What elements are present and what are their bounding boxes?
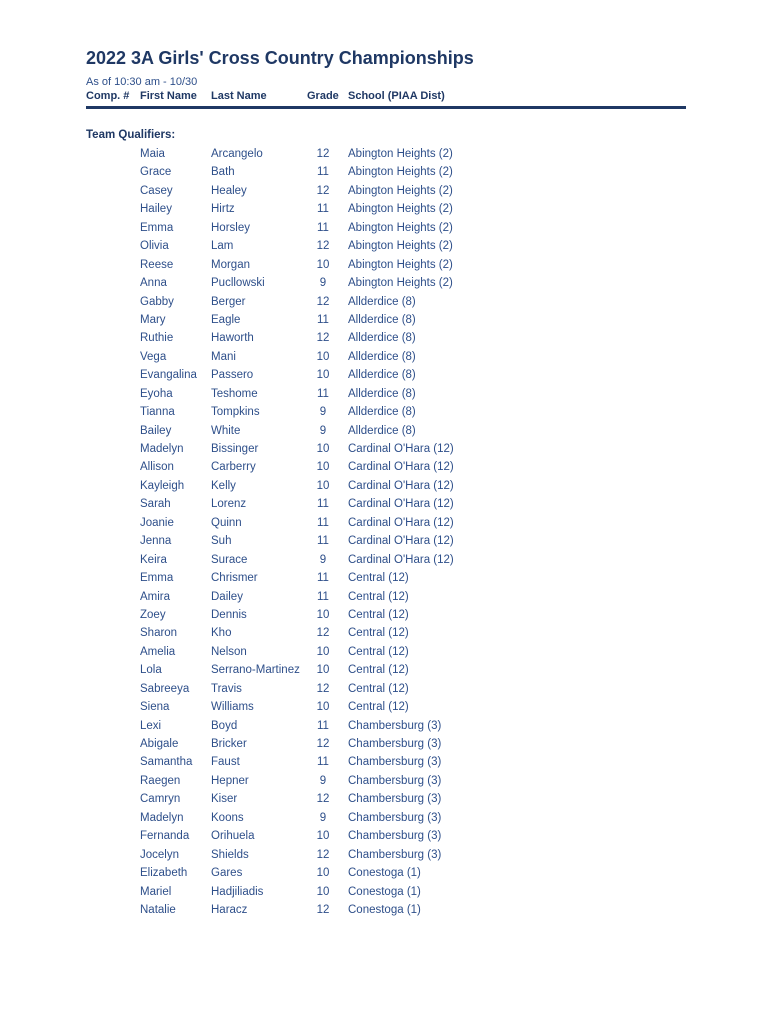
- grade-cell: 9: [319, 277, 327, 290]
- grade-cell: 11: [317, 166, 329, 179]
- school-cell: Cardinal O'Hara (12): [348, 553, 454, 566]
- first-name-cell: Evangalina: [140, 369, 197, 382]
- first-name-cell: Ruthie: [140, 332, 174, 345]
- first-name-cell: Sharon: [140, 627, 178, 640]
- grade-cell: 9: [319, 406, 327, 419]
- table-row: [0, 349, 768, 367]
- table-row: [0, 183, 768, 201]
- table-row: [0, 294, 768, 312]
- school-cell: Allderdice (8): [348, 369, 416, 382]
- first-name-cell: Camryn: [140, 793, 181, 806]
- first-name-cell: Raegen: [140, 774, 181, 787]
- first-name-cell: Samantha: [140, 756, 193, 769]
- table-row: [0, 884, 768, 902]
- grade-cell: 11: [317, 221, 329, 234]
- last-name-cell: Morgan: [211, 258, 250, 271]
- first-name-cell: Casey: [140, 184, 173, 197]
- last-name-cell: Chrismer: [211, 572, 258, 585]
- page-title: 2022 3A Girls' Cross Country Championships: [86, 48, 474, 68]
- last-name-cell: Horsley: [211, 221, 250, 234]
- grade-cell: 11: [317, 535, 329, 548]
- header-divider: [86, 106, 686, 109]
- table-row: [0, 330, 768, 348]
- first-name-cell: Grace: [140, 166, 172, 179]
- first-name-cell: Fernanda: [140, 830, 190, 843]
- school-cell: Chambersburg (3): [348, 756, 442, 769]
- table-row: [0, 791, 768, 809]
- table-row: [0, 404, 768, 422]
- first-name-cell: Siena: [140, 701, 170, 714]
- grade-cell: 11: [317, 516, 329, 529]
- last-name-cell: Hirtz: [211, 203, 235, 216]
- table-row: [0, 644, 768, 662]
- column-header-last-name: Last Name: [211, 90, 267, 102]
- last-name-cell: Hadjiliadis: [211, 885, 264, 898]
- school-cell: Abington Heights (2): [348, 166, 453, 179]
- last-name-cell: Kelly: [211, 479, 236, 492]
- last-name-cell: Lam: [211, 240, 234, 253]
- last-name-cell: Surace: [211, 553, 248, 566]
- first-name-cell: Jocelyn: [140, 848, 179, 861]
- school-cell: Abington Heights (2): [348, 184, 453, 197]
- first-name-cell: Hailey: [140, 203, 172, 216]
- last-name-cell: Dennis: [211, 608, 247, 621]
- school-cell: Conestoga (1): [348, 867, 421, 880]
- grade-cell: 10: [316, 830, 330, 843]
- table-row: [0, 478, 768, 496]
- school-cell: Cardinal O'Hara (12): [348, 535, 454, 548]
- grade-cell: 11: [317, 572, 329, 585]
- last-name-cell: Suh: [211, 535, 232, 548]
- as-of-timestamp: As of 10:30 am - 10/30: [86, 76, 198, 88]
- column-header-grade: Grade: [307, 90, 339, 102]
- table-row: [0, 367, 768, 385]
- school-cell: Central (12): [348, 627, 409, 640]
- first-name-cell: Bailey: [140, 424, 172, 437]
- school-cell: Abington Heights (2): [348, 258, 453, 271]
- grade-cell: 10: [316, 350, 330, 363]
- last-name-cell: Nelson: [211, 645, 247, 658]
- school-cell: Allderdice (8): [348, 406, 416, 419]
- column-header-first-name: First Name: [140, 90, 197, 102]
- first-name-cell: Vega: [140, 350, 167, 363]
- school-cell: Chambersburg (3): [348, 848, 442, 861]
- grade-cell: 12: [316, 903, 330, 916]
- table-row: [0, 459, 768, 477]
- first-name-cell: Amira: [140, 590, 171, 603]
- table-row: [0, 164, 768, 182]
- first-name-cell: Maia: [140, 148, 165, 160]
- table-row: [0, 496, 768, 514]
- grade-cell: 12: [316, 240, 330, 253]
- table-row: [0, 441, 768, 459]
- school-cell: Chambersburg (3): [348, 793, 442, 806]
- grade-cell: 10: [316, 369, 330, 382]
- first-name-cell: Madelyn: [140, 443, 184, 455]
- first-name-cell: Keira: [140, 553, 167, 566]
- school-cell: Abington Heights (2): [348, 240, 453, 253]
- grade-cell: 11: [317, 756, 329, 769]
- grade-cell: 10: [316, 258, 330, 271]
- first-name-cell: Lola: [140, 664, 162, 677]
- school-cell: Conestoga (1): [348, 903, 421, 916]
- last-name-cell: Orihuela: [211, 830, 255, 843]
- last-name-cell: Boyd: [211, 719, 238, 732]
- last-name-cell: Healey: [211, 184, 247, 197]
- grade-cell: 10: [316, 867, 330, 880]
- first-name-cell: Gabby: [140, 295, 174, 308]
- first-name-cell: Zoey: [140, 608, 166, 621]
- table-row: [0, 386, 768, 404]
- last-name-cell: Kiser: [211, 793, 238, 806]
- last-name-cell: Mani: [211, 350, 236, 363]
- table-row: [0, 810, 768, 828]
- grade-cell: 12: [316, 848, 330, 861]
- grade-cell: 11: [317, 203, 329, 216]
- school-cell: Central (12): [348, 590, 409, 603]
- school-cell: Abington Heights (2): [348, 148, 453, 160]
- table-row: [0, 847, 768, 865]
- last-name-cell: Bricker: [211, 738, 247, 750]
- column-header-school: School (PIAA Dist): [348, 90, 445, 102]
- school-cell: Central (12): [348, 645, 409, 658]
- grade-cell: 11: [317, 719, 329, 732]
- qualifier-list: [0, 146, 768, 920]
- last-name-cell: Lorenz: [211, 498, 247, 511]
- last-name-cell: White: [211, 424, 241, 437]
- table-row: [0, 515, 768, 533]
- school-cell: Central (12): [348, 572, 409, 585]
- table-row: [0, 625, 768, 643]
- last-name-cell: Tompkins: [211, 406, 260, 419]
- grade-cell: 10: [316, 664, 330, 677]
- last-name-cell: Koons: [211, 811, 244, 824]
- grade-cell: 12: [316, 148, 330, 160]
- first-name-cell: Emma: [140, 572, 174, 585]
- grade-cell: 9: [319, 774, 327, 787]
- last-name-cell: Berger: [211, 295, 246, 308]
- last-name-cell: Arcangelo: [211, 148, 263, 160]
- grade-cell: 9: [319, 424, 327, 437]
- table-row: [0, 533, 768, 551]
- last-name-cell: Pucllowski: [211, 277, 265, 290]
- last-name-cell: Teshome: [211, 387, 258, 400]
- grade-cell: 10: [316, 461, 330, 474]
- school-cell: Allderdice (8): [348, 332, 416, 345]
- first-name-cell: Eyoha: [140, 387, 173, 400]
- table-row: [0, 773, 768, 791]
- school-cell: Chambersburg (3): [348, 774, 442, 787]
- grade-cell: 9: [319, 553, 327, 566]
- table-row: [0, 312, 768, 330]
- grade-cell: 12: [316, 295, 330, 308]
- table-row: [0, 828, 768, 846]
- table-row: [0, 570, 768, 588]
- school-cell: Abington Heights (2): [348, 221, 453, 234]
- first-name-cell: Anna: [140, 277, 167, 290]
- first-name-cell: Jenna: [140, 535, 172, 548]
- school-cell: Allderdice (8): [348, 424, 416, 437]
- table-row: [0, 699, 768, 717]
- column-header-comp: Comp. #: [86, 90, 130, 102]
- table-row: [0, 257, 768, 275]
- table-row: [0, 865, 768, 883]
- school-cell: Allderdice (8): [348, 350, 416, 363]
- last-name-cell: Quinn: [211, 516, 242, 529]
- first-name-cell: Allison: [140, 461, 174, 474]
- school-cell: Chambersburg (3): [348, 830, 442, 843]
- school-cell: Central (12): [348, 701, 409, 714]
- first-name-cell: Amelia: [140, 645, 176, 658]
- grade-cell: 12: [316, 682, 330, 695]
- school-cell: Central (12): [348, 608, 409, 621]
- table-row: [0, 201, 768, 219]
- grade-cell: 12: [316, 738, 330, 750]
- table-row: [0, 902, 768, 920]
- table-row: [0, 423, 768, 441]
- last-name-cell: Shields: [211, 848, 249, 861]
- first-name-cell: Madelyn: [140, 811, 184, 824]
- last-name-cell: Kho: [211, 627, 232, 640]
- column-header-row: [86, 90, 686, 106]
- grade-cell: 9: [319, 811, 327, 824]
- section-label-team-qualifiers: Team Qualifiers:: [86, 129, 176, 141]
- table-row: [0, 552, 768, 570]
- last-name-cell: Eagle: [211, 313, 241, 326]
- first-name-cell: Kayleigh: [140, 479, 185, 492]
- grade-cell: 11: [317, 590, 329, 603]
- table-row: [0, 607, 768, 625]
- grade-cell: 10: [316, 479, 330, 492]
- school-cell: Allderdice (8): [348, 295, 416, 308]
- last-name-cell: Faust: [211, 756, 240, 769]
- table-row: [0, 589, 768, 607]
- table-row: [0, 275, 768, 293]
- school-cell: Chambersburg (3): [348, 738, 442, 750]
- first-name-cell: Sabreeya: [140, 682, 190, 695]
- first-name-cell: Olivia: [140, 240, 169, 253]
- school-cell: Central (12): [348, 682, 409, 695]
- last-name-cell: Carberry: [211, 461, 256, 474]
- first-name-cell: Sarah: [140, 498, 171, 511]
- first-name-cell: Natalie: [140, 903, 176, 916]
- school-cell: Cardinal O'Hara (12): [348, 516, 454, 529]
- grade-cell: 11: [317, 498, 329, 511]
- school-cell: Abington Heights (2): [348, 203, 453, 216]
- last-name-cell: Gares: [211, 867, 243, 880]
- school-cell: Chambersburg (3): [348, 811, 442, 824]
- last-name-cell: Dailey: [211, 590, 243, 603]
- school-cell: Conestoga (1): [348, 885, 421, 898]
- grade-cell: 11: [317, 387, 329, 400]
- school-cell: Allderdice (8): [348, 387, 416, 400]
- last-name-cell: Bissinger: [211, 443, 259, 455]
- table-row: [0, 146, 768, 164]
- school-cell: Abington Heights (2): [348, 277, 453, 290]
- grade-cell: 11: [317, 313, 329, 326]
- table-row: [0, 220, 768, 238]
- grade-cell: 10: [316, 701, 330, 714]
- table-row: [0, 238, 768, 256]
- grade-cell: 12: [316, 332, 330, 345]
- first-name-cell: Reese: [140, 258, 174, 271]
- grade-cell: 10: [316, 645, 330, 658]
- grade-cell: 12: [316, 184, 330, 197]
- school-cell: Cardinal O'Hara (12): [348, 498, 454, 511]
- last-name-cell: Serrano-Martinez: [211, 664, 300, 677]
- grade-cell: 12: [316, 793, 330, 806]
- first-name-cell: Mary: [140, 313, 166, 326]
- grade-cell: 10: [316, 443, 330, 455]
- grade-cell: 12: [316, 627, 330, 640]
- school-cell: Cardinal O'Hara (12): [348, 443, 454, 455]
- school-cell: Central (12): [348, 664, 409, 677]
- first-name-cell: Lexi: [140, 719, 162, 732]
- first-name-cell: Mariel: [140, 885, 172, 898]
- first-name-cell: Tianna: [140, 406, 175, 419]
- last-name-cell: Williams: [211, 701, 254, 714]
- first-name-cell: Elizabeth: [140, 867, 188, 880]
- table-row: [0, 736, 768, 754]
- grade-cell: 10: [316, 885, 330, 898]
- last-name-cell: Haworth: [211, 332, 254, 345]
- school-cell: Cardinal O'Hara (12): [348, 479, 454, 492]
- last-name-cell: Haracz: [211, 903, 248, 916]
- table-row: [0, 718, 768, 736]
- last-name-cell: Travis: [211, 682, 242, 695]
- last-name-cell: Passero: [211, 369, 254, 382]
- table-row: [0, 662, 768, 680]
- school-cell: Allderdice (8): [348, 313, 416, 326]
- grade-cell: 10: [316, 608, 330, 621]
- school-cell: Cardinal O'Hara (12): [348, 461, 454, 474]
- table-row: [0, 754, 768, 772]
- last-name-cell: Bath: [211, 166, 235, 179]
- school-cell: Chambersburg (3): [348, 719, 442, 732]
- first-name-cell: Abigale: [140, 738, 179, 750]
- table-row: [0, 681, 768, 699]
- first-name-cell: Joanie: [140, 516, 174, 529]
- first-name-cell: Emma: [140, 221, 174, 234]
- last-name-cell: Hepner: [211, 774, 249, 787]
